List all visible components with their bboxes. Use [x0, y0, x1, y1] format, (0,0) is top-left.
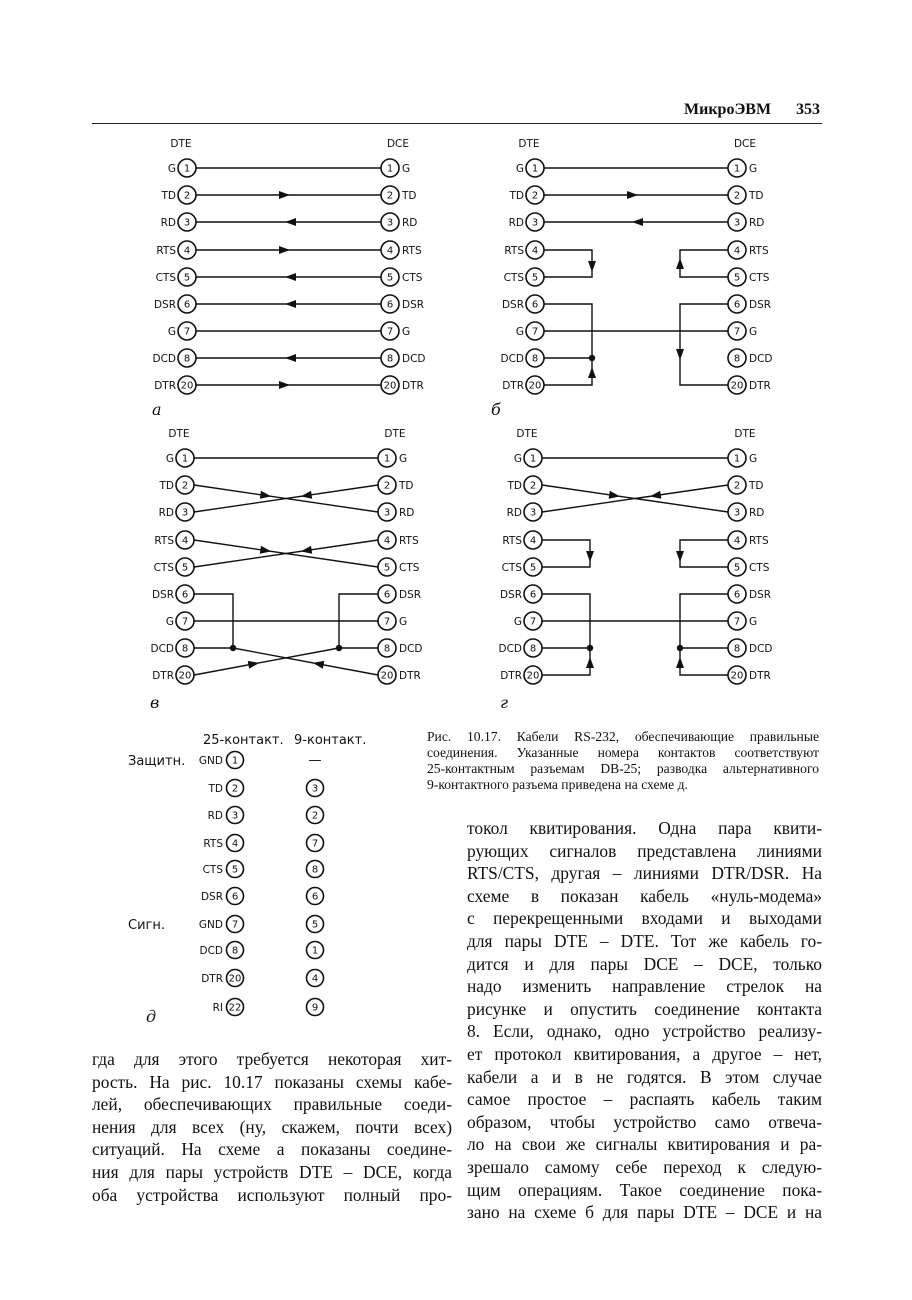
- left-signal-label: G: [167, 163, 176, 175]
- left-signal-label: G: [515, 326, 524, 338]
- pin-number: 8: [183, 353, 191, 365]
- left-signal-label: DTR: [152, 670, 174, 682]
- body-left-column: [92, 1048, 452, 1206]
- left-signal-label: RD: [506, 507, 522, 519]
- arrow-icon: [650, 491, 661, 499]
- left-signal-label: CTS: [503, 272, 524, 284]
- left-signal-label: G: [513, 453, 522, 465]
- left-device-title: DTE: [168, 428, 190, 440]
- pin-number: 1: [386, 163, 394, 175]
- pin-number: 1: [733, 163, 741, 175]
- pin-number: 2: [531, 190, 539, 202]
- caption-line: 9-контактного разъема приведена на схеме д.: [427, 777, 688, 792]
- wire: [542, 540, 590, 567]
- pin-number: 7: [181, 616, 189, 628]
- pin-number: 4: [181, 535, 189, 547]
- arrow-icon: [285, 300, 296, 308]
- junction-dot: [587, 645, 593, 651]
- arrow-icon: [588, 261, 596, 272]
- left-signal-label: RTS: [502, 535, 522, 547]
- arrow-icon: [676, 551, 684, 562]
- pin-number: 8: [531, 353, 539, 365]
- arrow-icon: [260, 491, 271, 499]
- figure-caption: [427, 729, 819, 793]
- right-signal-label: TD: [402, 190, 417, 202]
- diagram-letter: а: [152, 400, 162, 419]
- right-signal-label: DCD: [749, 353, 773, 365]
- cable-diagram-v: [150, 428, 423, 712]
- text-line: щим операциям. Такое соединение пока-: [467, 1179, 822, 1200]
- right-signal-label: RD: [402, 217, 418, 229]
- pin-number: 8: [181, 643, 189, 655]
- right-signal-label: CTS: [402, 272, 423, 284]
- right-signal-label: TD: [399, 480, 414, 492]
- caption-line: соединения. Указанные номера контактов соответствуют: [427, 745, 819, 760]
- right-device-title: DTE: [384, 428, 406, 440]
- diagram-letter: б: [491, 400, 501, 419]
- running-title: МикроЭВМ: [684, 101, 772, 118]
- pin-number: 4: [311, 973, 319, 985]
- right-signal-label: RTS: [749, 245, 769, 257]
- pin-number: 7: [529, 616, 537, 628]
- text-line: нения для всех (ну, скажем, почти всех): [92, 1116, 452, 1137]
- pin-number: 1: [231, 755, 239, 767]
- pin-number: 3: [733, 217, 741, 229]
- right-signal-label: DSR: [399, 589, 422, 601]
- pin-number: 6: [531, 299, 539, 311]
- right-signal-label: DSR: [749, 299, 772, 311]
- left-signal-label: G: [165, 453, 174, 465]
- column-title-25pin: 25-контакт.: [203, 733, 284, 748]
- left-signal-label: TD: [161, 190, 176, 202]
- right-signal-label: RTS: [749, 535, 769, 547]
- signal-label: DSR: [200, 891, 223, 903]
- left-signal-label: DSR: [501, 299, 524, 311]
- pin-number: 4: [231, 838, 239, 850]
- pin-number: 7: [231, 919, 239, 931]
- pin-number: 20: [526, 670, 540, 682]
- pin-number: 7: [383, 616, 391, 628]
- pin-number: 6: [733, 299, 741, 311]
- junction-dot: [230, 645, 236, 651]
- left-signal-label: DCD: [500, 353, 524, 365]
- text-line: токол квитирования. Одна пара квити-: [467, 818, 822, 838]
- wire: [544, 250, 592, 277]
- pin-number: 3: [183, 217, 191, 229]
- pin-number: 5: [733, 272, 741, 284]
- arrow-icon: [301, 546, 312, 554]
- pin-number: 5: [383, 562, 391, 574]
- pin-number: 1: [529, 453, 537, 465]
- cable-diagram-g: [498, 428, 772, 712]
- left-signal-label: TD: [507, 480, 522, 492]
- left-signal-label: DCD: [150, 643, 174, 655]
- signal-label: TD: [208, 783, 223, 795]
- arrow-icon: [676, 258, 684, 269]
- left-device-title: DTE: [170, 138, 192, 150]
- pin-number: 5: [386, 272, 394, 284]
- right-signal-label: RD: [749, 217, 765, 229]
- pin-number: 2: [183, 190, 191, 202]
- text-line: схеме в показан кабель «нуль-модема»: [467, 885, 822, 906]
- caption-line: 25-контактным разъемам DB-25; разводка альтернативного: [427, 761, 819, 776]
- pin-number: 4: [183, 245, 191, 257]
- arrow-icon: [588, 367, 596, 378]
- right-device-title: DTE: [734, 428, 756, 440]
- left-signal-label: G: [513, 616, 522, 628]
- pin-number: 3: [531, 217, 539, 229]
- signal-label: GND: [198, 919, 223, 931]
- pin-number: 6: [181, 589, 189, 601]
- arrow-icon: [285, 354, 296, 362]
- wire: [233, 648, 378, 675]
- left-signal-label: TD: [509, 190, 524, 202]
- pin-number: 3: [311, 783, 319, 795]
- pin-number: 5: [231, 864, 239, 876]
- wire: [542, 594, 590, 675]
- right-signal-label: DTR: [399, 670, 421, 682]
- pin-number: 4: [733, 245, 741, 257]
- text-line: ситуаций. На схеме а показаны соедине-: [92, 1139, 452, 1160]
- right-signal-label: G: [399, 616, 408, 628]
- pin-number: 20: [383, 380, 397, 392]
- text-line: 8. Если, однако, одно устройство реализу-: [467, 1021, 822, 1042]
- pin-number: 6: [383, 589, 391, 601]
- left-signal-label: DSR: [151, 589, 174, 601]
- pin-number: 2: [733, 190, 741, 202]
- text-line: рость. На рис. 10.17 показаны схемы кабе-: [92, 1071, 452, 1092]
- pin-number: 2: [733, 480, 741, 492]
- left-signal-label: RTS: [504, 245, 524, 257]
- junction-dot: [677, 645, 683, 651]
- pin-number: 20: [730, 380, 744, 392]
- arrow-icon: [285, 273, 296, 281]
- pin-number: 8: [231, 945, 239, 957]
- pin-number: 3: [386, 217, 394, 229]
- left-device-title: DTE: [516, 428, 538, 440]
- right-signal-label: DCD: [402, 353, 426, 365]
- pin-number: 1: [383, 453, 391, 465]
- wire: [680, 540, 728, 567]
- page-number: 353: [796, 101, 820, 118]
- right-signal-label: G: [399, 453, 408, 465]
- pin-number: 8: [733, 353, 741, 365]
- right-signal-label: RTS: [399, 535, 419, 547]
- signal-label: CTS: [202, 864, 223, 876]
- right-signal-label: RD: [399, 507, 415, 519]
- arrow-icon: [279, 191, 290, 199]
- text-line: ет протокол квитирования, а другое – нет,: [467, 1043, 822, 1064]
- left-signal-label: RTS: [154, 535, 174, 547]
- left-signal-label: G: [515, 163, 524, 175]
- text-line: рисунке и опустить соединение контакта: [467, 998, 822, 1019]
- pin-number: 20: [178, 670, 192, 682]
- arrow-icon: [260, 546, 271, 554]
- right-signal-label: G: [749, 163, 758, 175]
- pin-number: 8: [386, 353, 394, 365]
- column-title-9pin: 9-контакт.: [294, 733, 367, 748]
- group-label: Сигн.: [128, 918, 165, 933]
- pin-number: 20: [730, 670, 744, 682]
- signal-label: RD: [207, 810, 223, 822]
- text-line: образом, чтобы устройство само отвеча-: [467, 1111, 822, 1132]
- text-line: с перекрещенными входами и выходами: [467, 908, 822, 929]
- right-signal-label: CTS: [399, 562, 420, 574]
- text-line: зано на схеме б для пары DTE – DCE и на: [467, 1202, 822, 1223]
- junction-dot: [589, 355, 595, 361]
- pin-number: 6: [529, 589, 537, 601]
- left-signal-label: G: [167, 326, 176, 338]
- text-line: для пары DTE – DTE. Тот же кабель го-: [467, 930, 822, 951]
- pin-number: 20: [180, 380, 194, 392]
- text-line: кабели а и в не годятся. В этом случае: [467, 1066, 822, 1087]
- text-line: гда для этого требуется некоторая хит-: [92, 1049, 452, 1069]
- pin-number: 4: [733, 535, 741, 547]
- pin-number: 7: [733, 326, 741, 338]
- right-signal-label: DCD: [399, 643, 423, 655]
- arrow-icon: [609, 491, 620, 499]
- pin-number: 7: [183, 326, 191, 338]
- pin-number: 2: [181, 480, 189, 492]
- pin-number: 2: [386, 190, 394, 202]
- arrow-icon: [586, 657, 594, 668]
- left-signal-label: DCD: [498, 643, 522, 655]
- arrow-icon: [301, 491, 312, 499]
- left-signal-label: CTS: [153, 562, 174, 574]
- right-signal-label: DCD: [749, 643, 773, 655]
- pin-number: 3: [733, 507, 741, 519]
- right-device-title: DCE: [386, 138, 410, 150]
- pin-number: 3: [231, 810, 239, 822]
- pin-number: 6: [183, 299, 191, 311]
- pin-number: 5: [733, 562, 741, 574]
- no-pin-dash: —: [308, 753, 322, 768]
- pin-number: 6: [231, 891, 239, 903]
- text-line: дится и для пары DCE – DCE, только: [467, 953, 822, 974]
- right-device-title: DCE: [733, 138, 757, 150]
- arrow-icon: [248, 661, 260, 669]
- left-signal-label: DSR: [499, 589, 522, 601]
- pin-number: 1: [181, 453, 189, 465]
- signal-label: RTS: [203, 838, 223, 850]
- left-signal-label: DSR: [153, 299, 176, 311]
- pin-number: 1: [531, 163, 539, 175]
- pin-number: 6: [311, 891, 319, 903]
- signal-label: GND: [198, 755, 223, 767]
- left-signal-label: TD: [159, 480, 174, 492]
- pin-number: 1: [183, 163, 191, 175]
- text-line: RTS/CTS, другая – линиями DTR/DSR. На: [467, 863, 822, 884]
- left-signal-label: RD: [508, 217, 524, 229]
- pin-number: 7: [733, 616, 741, 628]
- right-signal-label: G: [402, 326, 411, 338]
- text-line: надо изменить направление стрелок на: [467, 976, 822, 997]
- arrow-icon: [632, 218, 643, 226]
- pin-number: 8: [383, 643, 391, 655]
- pin-number: 6: [733, 589, 741, 601]
- arrow-icon: [279, 246, 290, 254]
- right-signal-label: DTR: [749, 670, 771, 682]
- signal-label: DCD: [199, 945, 223, 957]
- pin-number: 2: [311, 810, 319, 822]
- pin-number: 20: [528, 380, 542, 392]
- pin-number: 7: [531, 326, 539, 338]
- right-signal-label: DSR: [402, 299, 425, 311]
- left-signal-label: DCD: [152, 353, 176, 365]
- right-signal-label: G: [749, 326, 758, 338]
- right-signal-label: RTS: [402, 245, 422, 257]
- pin-number: 1: [311, 945, 319, 957]
- cable-diagram-a: [152, 138, 426, 419]
- pin-number: 8: [529, 643, 537, 655]
- wire: [680, 250, 728, 277]
- text-line: оба устройства используют полный про-: [92, 1184, 452, 1205]
- pin-number: 3: [529, 507, 537, 519]
- text-line: самое простое – распаять кабель таким: [467, 1089, 822, 1110]
- caption-line: Рис. 10.17. Кабели RS-232, обеспечивающие правильные: [427, 729, 819, 744]
- signal-label: DTR: [201, 973, 223, 985]
- arrow-icon: [586, 551, 594, 562]
- pinout-table-d: [128, 733, 366, 1026]
- left-device-title: DTE: [518, 138, 540, 150]
- right-signal-label: G: [749, 453, 758, 465]
- cable-diagram-b: [491, 138, 773, 419]
- wire: [194, 648, 339, 675]
- left-signal-label: DTR: [502, 380, 524, 392]
- pin-number: 5: [183, 272, 191, 284]
- arrow-icon: [627, 191, 638, 199]
- pin-number: 22: [228, 1002, 242, 1014]
- pin-number: 20: [228, 973, 242, 985]
- left-signal-label: DTR: [154, 380, 176, 392]
- left-signal-label: RD: [158, 507, 174, 519]
- pin-number: 8: [311, 864, 319, 876]
- pin-number: 4: [383, 535, 391, 547]
- diagram-letter: в: [150, 693, 160, 712]
- pin-number: 4: [386, 245, 394, 257]
- pin-number: 2: [529, 480, 537, 492]
- text-line: лей, обеспечивающих правильные соеди-: [92, 1094, 452, 1115]
- pin-number: 2: [383, 480, 391, 492]
- left-signal-label: RTS: [156, 245, 176, 257]
- body-right-column: [467, 817, 822, 1224]
- right-signal-label: DTR: [749, 380, 771, 392]
- right-signal-label: CTS: [749, 272, 770, 284]
- pin-number: 7: [311, 838, 319, 850]
- arrow-icon: [285, 218, 296, 226]
- group-label: Защитн.: [128, 754, 186, 769]
- pin-number: 5: [311, 919, 319, 931]
- right-signal-label: DSR: [749, 589, 772, 601]
- pin-number: 5: [181, 562, 189, 574]
- right-signal-label: TD: [749, 190, 764, 202]
- pin-number: 4: [531, 245, 539, 257]
- right-signal-label: CTS: [749, 562, 770, 574]
- pin-number: 8: [733, 643, 741, 655]
- pin-number: 1: [733, 453, 741, 465]
- diagram-letter: г: [500, 693, 509, 712]
- right-signal-label: G: [749, 616, 758, 628]
- pin-number: 3: [383, 507, 391, 519]
- left-signal-label: DTR: [500, 670, 522, 682]
- right-signal-label: TD: [749, 480, 764, 492]
- pin-number: 20: [380, 670, 394, 682]
- text-line: зрешало самому себе переход к следую-: [467, 1156, 822, 1177]
- arrow-icon: [676, 657, 684, 668]
- pin-number: 6: [386, 299, 394, 311]
- right-signal-label: G: [402, 163, 411, 175]
- pin-number: 5: [529, 562, 537, 574]
- wire: [544, 304, 592, 385]
- arrow-icon: [676, 349, 684, 360]
- wire: [680, 304, 728, 385]
- pin-number: 5: [531, 272, 539, 284]
- diagram-letter: д: [146, 1007, 157, 1026]
- junction-dot: [336, 645, 342, 651]
- right-signal-label: RD: [749, 507, 765, 519]
- signal-label: RI: [212, 1002, 223, 1014]
- pin-number: 9: [311, 1002, 319, 1014]
- text-line: рующих сигналов представлена линиями: [467, 840, 822, 861]
- pin-number: 3: [181, 507, 189, 519]
- arrow-icon: [279, 381, 290, 389]
- wire: [680, 594, 728, 675]
- pin-number: 7: [386, 326, 394, 338]
- right-signal-label: DTR: [402, 380, 424, 392]
- pin-number: 4: [529, 535, 537, 547]
- text-line: ния для пары устройств DTE – DCE, когда: [92, 1161, 452, 1182]
- left-signal-label: CTS: [155, 272, 176, 284]
- left-signal-label: RD: [160, 217, 176, 229]
- left-signal-label: CTS: [501, 562, 522, 574]
- pin-number: 2: [231, 783, 239, 795]
- left-signal-label: G: [165, 616, 174, 628]
- text-line: ло на свои же сигналы квитирования и ра-: [467, 1134, 822, 1155]
- arrow-icon: [313, 661, 325, 669]
